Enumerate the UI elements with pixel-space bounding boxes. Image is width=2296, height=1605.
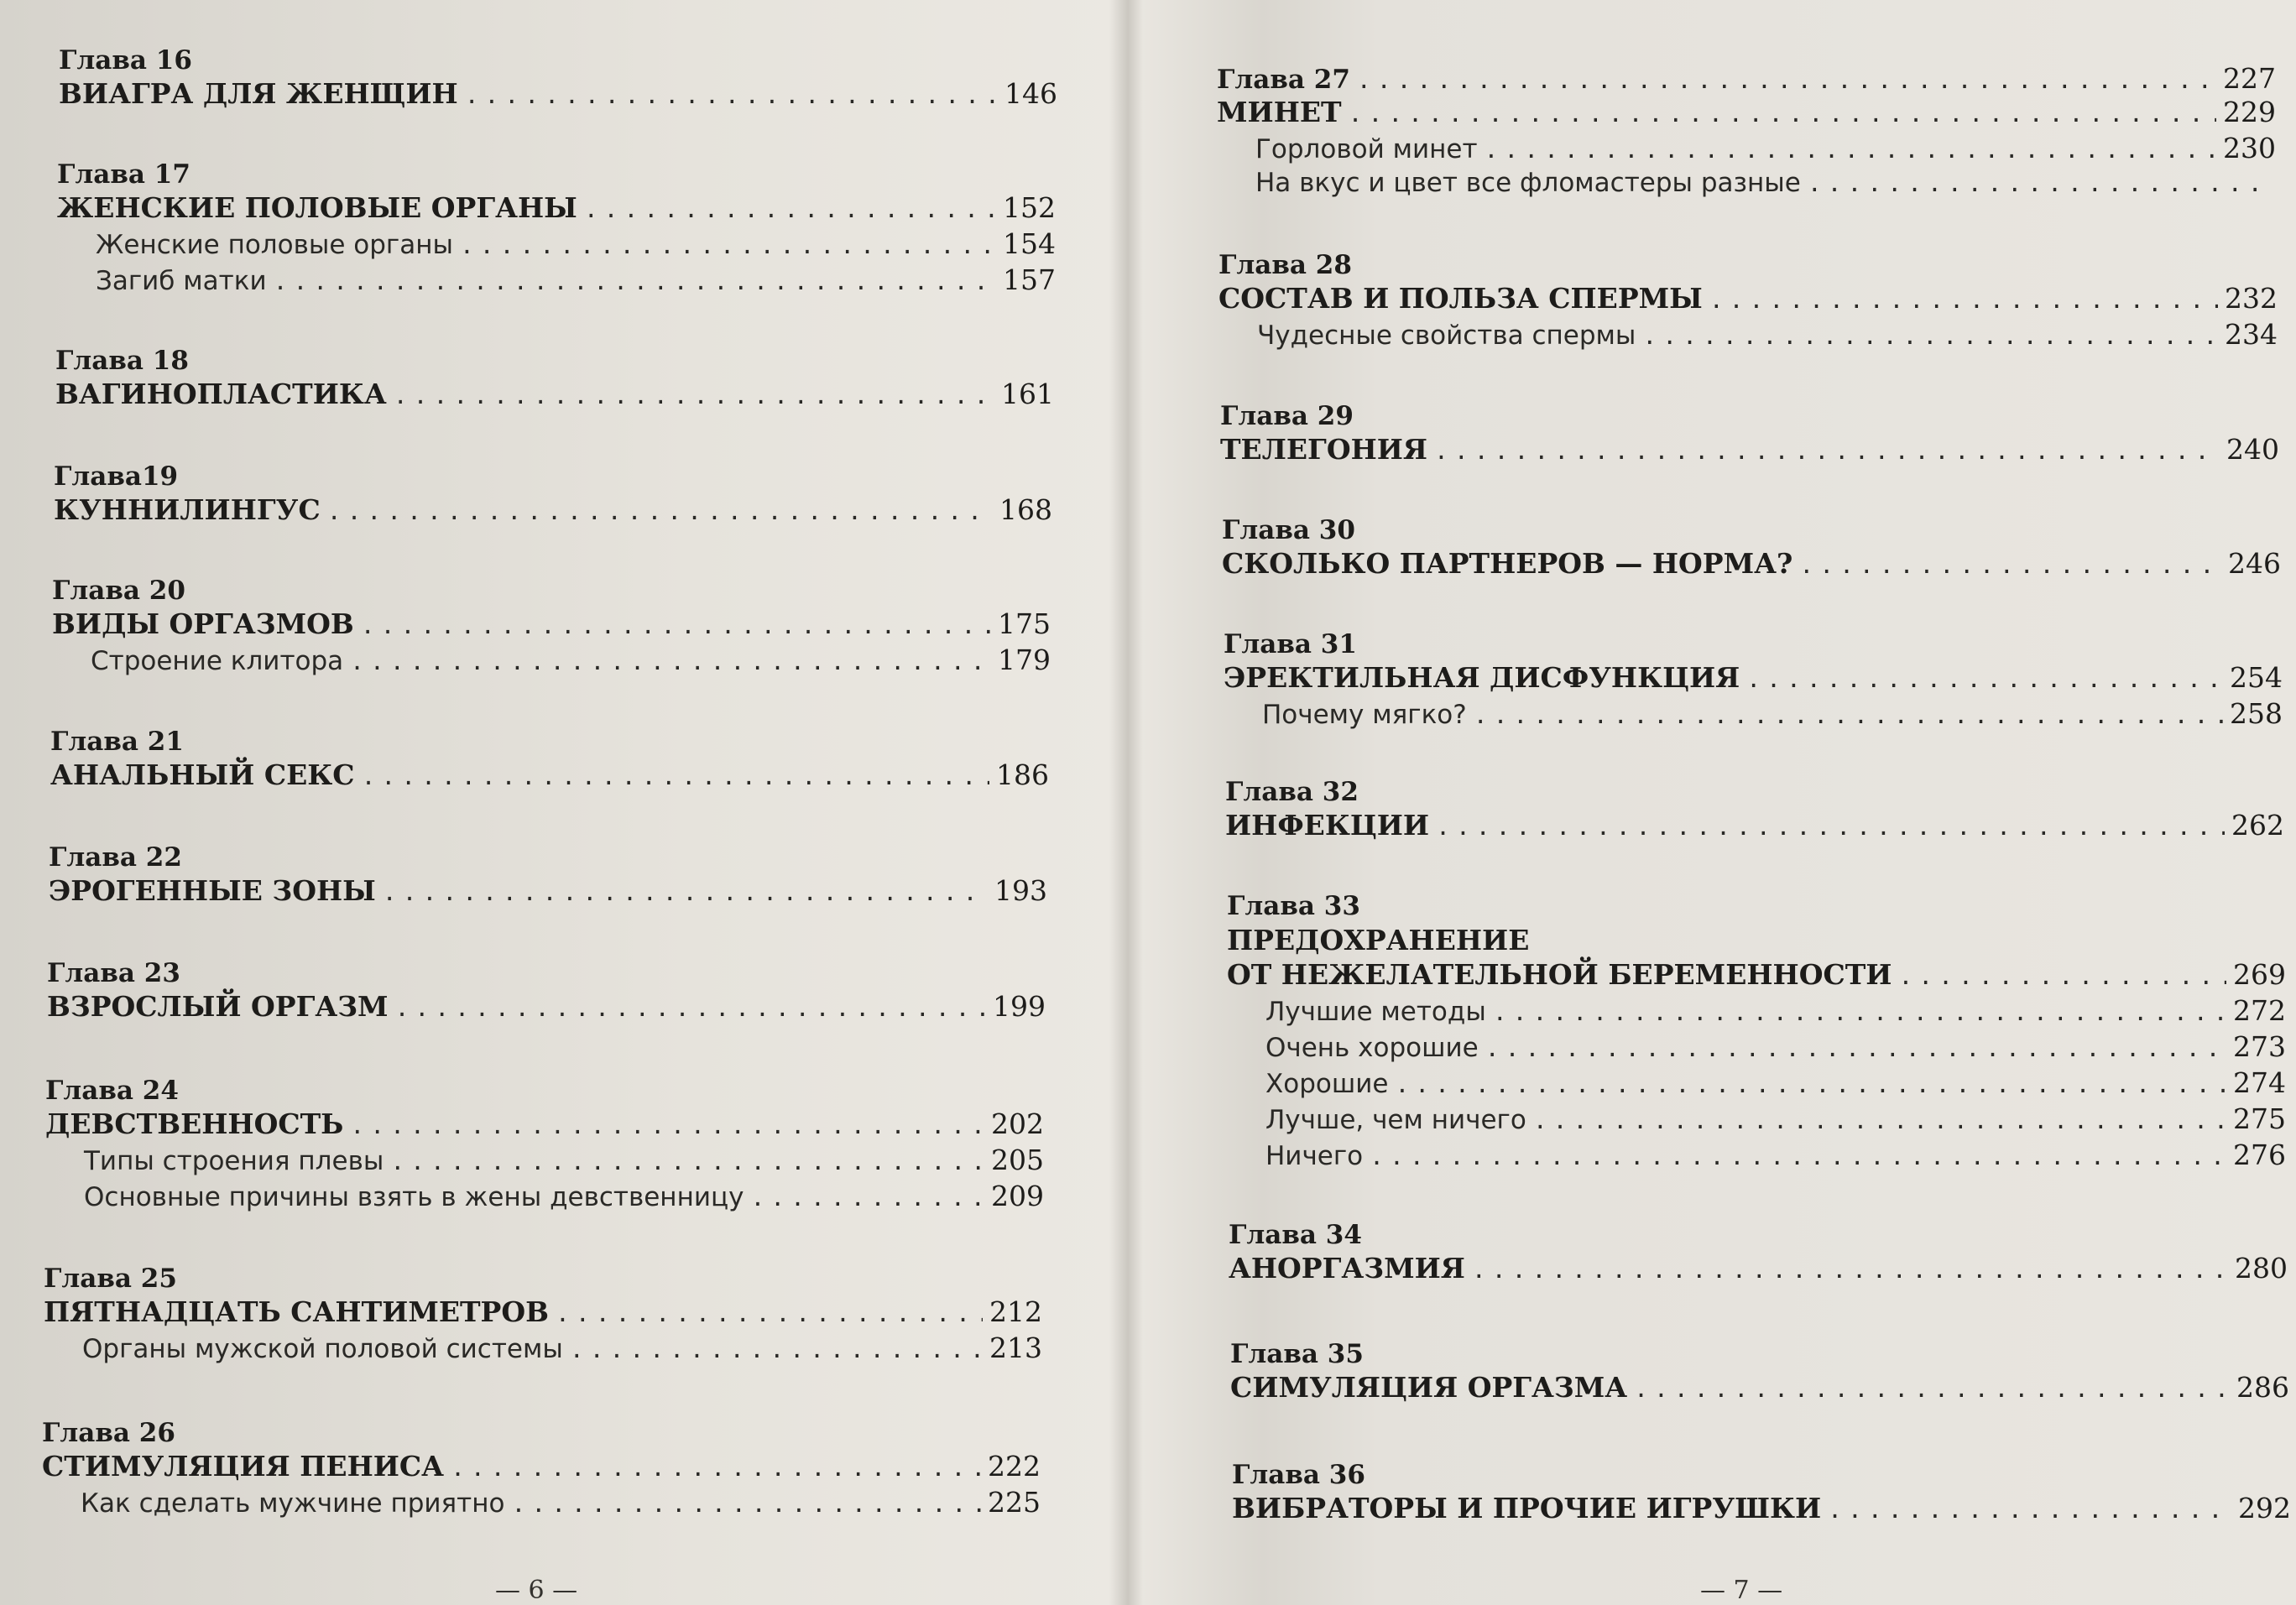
subsection-title: Как сделать мужчине приятно [81,1488,505,1519]
page-number: 213 [989,1331,1042,1364]
toc-entry[interactable] [57,191,1056,227]
toc-entry[interactable] [1227,958,2286,994]
toc-subentry[interactable] [1227,1030,2286,1066]
chapter-label: Глава 21 [50,727,184,757]
page-number: 229 [2223,96,2276,128]
toc-subentry[interactable] [57,263,1056,300]
dot-leader [1533,1107,2226,1134]
dot-leader [511,1490,981,1518]
toc-chapter-17 [57,158,1056,300]
toc-chapter-23 [47,956,1046,1026]
chapter-label: Глава 22 [49,842,182,873]
chapter-title: ВАГИНОПЛАСТИКА [55,378,387,410]
dot-leader [1370,1143,2226,1170]
toc-entry[interactable] [50,758,1049,795]
subsection-title: Лучшие методы [1265,997,1486,1027]
dot-leader [1485,136,2217,164]
toc-entry[interactable] [45,1107,1044,1144]
dot-leader [1395,1071,2226,1098]
toc-entry[interactable] [1217,96,2276,132]
toc-entry[interactable] [1232,1492,2291,1528]
dot-leader [1642,322,2218,350]
toc-chapter-32 [1225,775,2284,845]
dot-leader [584,195,996,223]
dot-leader [1709,286,2218,314]
chapter-label: Глава 24 [45,1076,179,1106]
toc-chapter-34 [1229,1218,2288,1288]
toc-entry[interactable] [49,874,1047,910]
page-number: 222 [988,1450,1041,1483]
toc-chapter-19 [54,460,1052,529]
left-page [0,0,1116,1605]
subsection-title: Строение клитора [91,646,344,676]
dot-leader [1485,1034,2226,1062]
subsection-title: Ничего [1265,1141,1364,1171]
dot-leader [1349,100,2216,128]
dot-leader [390,1148,984,1175]
toc-chapter-27 [1217,62,2276,204]
toc-subentry[interactable] [1218,318,2278,354]
toc-subentry[interactable] [1217,168,2276,204]
page-number: 276 [2233,1139,2286,1171]
subsection-title: Женские половые органы [96,230,453,260]
toc-chapter-26 [42,1416,1041,1522]
toc-chapter-24 [45,1074,1044,1216]
toc-entry[interactable] [1218,282,2278,318]
chapter-title: ЖЕНСКИЕ ПОЛОВЫЕ ОРГАНЫ [57,191,577,224]
page-number: 262 [2231,809,2284,842]
chapter-label: Глава 30 [1222,515,1355,545]
chapter-title: АНОРГАЗМИЯ [1229,1252,1465,1285]
toc-entry-label-row[interactable] [1217,62,2276,96]
chapter-title: ОТ НЕЖЕЛАТЕЛЬНОЙ БЕРЕМЕННОСТИ [1227,958,1892,991]
page-number: 186 [996,758,1049,791]
toc-subentry[interactable] [44,1331,1042,1368]
dot-leader [362,763,989,790]
dot-leader [1474,701,2223,729]
page-number: 269 [2233,958,2286,991]
dot-leader [1746,665,2223,693]
page-number: 225 [988,1486,1041,1519]
toc-subentry[interactable] [52,644,1051,680]
chapter-title: ИНФЕКЦИИ [1225,809,1430,842]
toc-subentry[interactable] [1227,1066,2286,1102]
chapter-label: Глава19 [54,461,179,492]
page-number: 273 [2233,1030,2286,1063]
chapter-title: ЭРЕКТИЛЬНАЯ ДИСФУНКЦИЯ [1224,661,1740,694]
page-number: 154 [1003,227,1056,260]
page-number: 209 [991,1180,1044,1212]
chapter-title: КУННИЛИНГУС [54,493,321,526]
subsection-title: Очень хорошие [1265,1033,1479,1063]
page-folio: — 7 — [1700,1576,1783,1605]
chapter-title: ВЗРОСЛЫЙ ОРГАЗМ [47,990,389,1023]
toc-entry[interactable] [1230,1371,2289,1407]
toc-chapter-33 [1227,889,2286,1175]
chapter-title: ВИАГРА ДЛЯ ЖЕНЩИН [59,77,458,110]
page-number: 246 [2228,547,2281,580]
toc-subentry[interactable] [1217,132,2276,168]
page-number: 205 [991,1144,1044,1176]
dot-leader [1472,1256,2228,1284]
subsection-title: На вкус и цвет все фломастеры разные [1255,168,1801,198]
dot-leader [1898,962,2226,990]
dot-leader [570,1336,983,1363]
chapter-label: Глава 23 [47,958,180,988]
chapter-label: Глава 18 [55,346,189,376]
toc-subentry[interactable] [45,1144,1044,1180]
page-number: 272 [2233,994,2286,1027]
toc-entry[interactable] [42,1450,1041,1486]
toc-chapter-35 [1230,1337,2289,1407]
chapter-label: Глава 20 [52,576,185,606]
toc-chapter-25 [44,1262,1042,1368]
page-folio: — 6 — [495,1576,578,1605]
subsection-title: Загиб матки [96,266,267,296]
page-number: 232 [2225,282,2278,315]
toc-subentry[interactable] [45,1180,1044,1216]
dot-leader [465,81,998,109]
toc-chapter-36 [1232,1458,2291,1528]
dot-leader [460,232,996,259]
toc-subentry[interactable] [42,1486,1041,1522]
toc-entry[interactable] [59,77,1057,113]
dot-leader [556,1300,983,1327]
toc-subentry[interactable] [57,227,1056,263]
toc-chapter-22 [49,841,1047,910]
chapter-title: ЭРОГЕННЫЕ ЗОНЫ [49,874,376,907]
toc-chapter-30 [1222,513,2281,583]
dot-leader [1799,551,2221,579]
page-number: 292 [2238,1492,2291,1524]
page-number: 227 [2223,62,2276,95]
subsection-title: Лучше, чем ничего [1265,1105,1526,1135]
page-number: 199 [993,990,1046,1023]
toc-entry[interactable] [55,378,1054,414]
toc-chapter-16 [59,44,1057,113]
chapter-label: Глава 32 [1225,777,1359,807]
toc-subentry[interactable] [1227,994,2286,1030]
page-number: 275 [2233,1102,2286,1135]
chapter-title: ДЕВСТВЕННОСТЬ [45,1107,344,1140]
chapter-label: Глава 35 [1230,1339,1364,1369]
page-number: 161 [1001,378,1054,410]
dot-leader [274,268,996,295]
page-number: 254 [2230,661,2283,694]
chapter-title: СКОЛЬКО ПАРТНЕРОВ — НОРМА? [1222,547,1793,580]
chapter-title: ВИДЫ ОРГАЗМОВ [52,607,354,640]
toc-entry[interactable] [47,990,1046,1026]
dot-leader [395,994,986,1022]
dot-leader [350,648,991,675]
page-number: 175 [998,607,1051,640]
toc-entry[interactable] [1225,809,2284,845]
chapter-title: ВИБРАТОРЫ И ПРОЧИЕ ИГРУШКИ [1232,1492,1822,1524]
page-number: 258 [2230,697,2283,730]
page-number: 274 [2233,1066,2286,1099]
chapter-label: Глава 31 [1224,629,1357,659]
chapter-title: СОСТАВ И ПОЛЬЗА СПЕРМЫ [1218,282,1703,315]
dot-leader [327,498,993,525]
chapter-label: Глава 28 [1218,250,1352,280]
chapter-title: СТИМУЛЯЦИЯ ПЕНИСА [42,1450,445,1483]
chapter-label: Глава 34 [1229,1220,1362,1250]
subsection-title: Почему мягко? [1262,700,1467,730]
chapter-label: Глава 16 [59,45,192,76]
toc-subentry[interactable] [1227,1102,2286,1139]
chapter-title: АНАЛЬНЫЙ СЕКС [50,758,355,791]
page-number: 157 [1003,263,1056,296]
dot-leader [361,612,991,639]
toc-entry[interactable] [54,493,1052,529]
page-number: 240 [2226,433,2279,466]
chapter-label: Глава 33 [1227,891,1360,921]
toc-entry[interactable] [1229,1252,2288,1288]
toc-chapter-18 [55,344,1054,414]
page-number: 202 [991,1107,1044,1140]
dot-leader [451,1454,981,1482]
page-number: 280 [2235,1252,2288,1285]
subsection-title: Горловой минет [1255,134,1478,164]
page-number: 212 [989,1295,1042,1328]
subsection-title: Основные причины взять в жены девственницу [84,1182,744,1212]
subsection-title: Типы строения плевы [84,1146,384,1176]
toc-chapter-29 [1220,399,2279,469]
page-number: 152 [1003,191,1056,224]
chapter-title: ТЕЛЕГОНИЯ [1220,433,1428,466]
right-page [1133,0,2296,1605]
dot-leader [1828,1496,2231,1524]
toc-subentry[interactable] [1227,1139,2286,1175]
chapter-title-line: ПРЕДОХРАНЕНИЕ [1227,924,1530,956]
toc-entry[interactable] [52,607,1051,644]
subsection-title: Хорошие [1265,1069,1389,1099]
dot-leader [1634,1375,2230,1403]
page-number: 146 [1004,77,1057,110]
page-number: 230 [2223,132,2276,164]
subsection-title: Органы мужской половой системы [82,1334,563,1364]
toc-entry[interactable] [1224,661,2283,697]
page-number: 286 [2236,1371,2289,1404]
dot-leader [1808,169,2269,197]
page-number: 168 [999,493,1052,526]
toc-chapter-31 [1224,628,2283,733]
dot-leader [1493,998,2226,1026]
chapter-title: ПЯТНАДЦАТЬ САНТИМЕТРОВ [44,1295,550,1328]
toc-entry[interactable] [44,1295,1042,1331]
chapter-title: МИНЕТ [1217,96,1342,128]
page-number: 179 [998,644,1051,676]
chapter-label: Глава 27 [1217,65,1350,95]
dot-leader [1436,813,2225,841]
dot-leader [1434,437,2220,465]
toc-chapter-28 [1218,248,2278,354]
toc-chapter-20 [52,574,1051,680]
toc-entry[interactable] [1220,433,2279,469]
chapter-title: СИМУЛЯЦИЯ ОРГАЗМА [1230,1371,1628,1404]
chapter-label: Глава 26 [42,1418,175,1448]
dot-leader [383,878,988,906]
dot-leader [1357,66,2216,94]
dot-leader [350,1112,984,1139]
toc-entry[interactable] [1222,547,2281,583]
toc-chapter-21 [50,725,1049,795]
chapter-label: Глава 29 [1220,401,1354,431]
dot-leader [750,1184,984,1212]
page-number: 234 [2225,318,2278,351]
chapter-label: Глава 36 [1232,1460,1365,1490]
toc-subentry[interactable] [1224,697,2283,733]
dot-leader [394,382,994,409]
page-number: 193 [994,874,1047,907]
chapter-label: Глава 17 [57,159,190,190]
subsection-title: Чудесные свойства спермы [1257,320,1636,351]
chapter-label: Глава 25 [44,1264,177,1294]
